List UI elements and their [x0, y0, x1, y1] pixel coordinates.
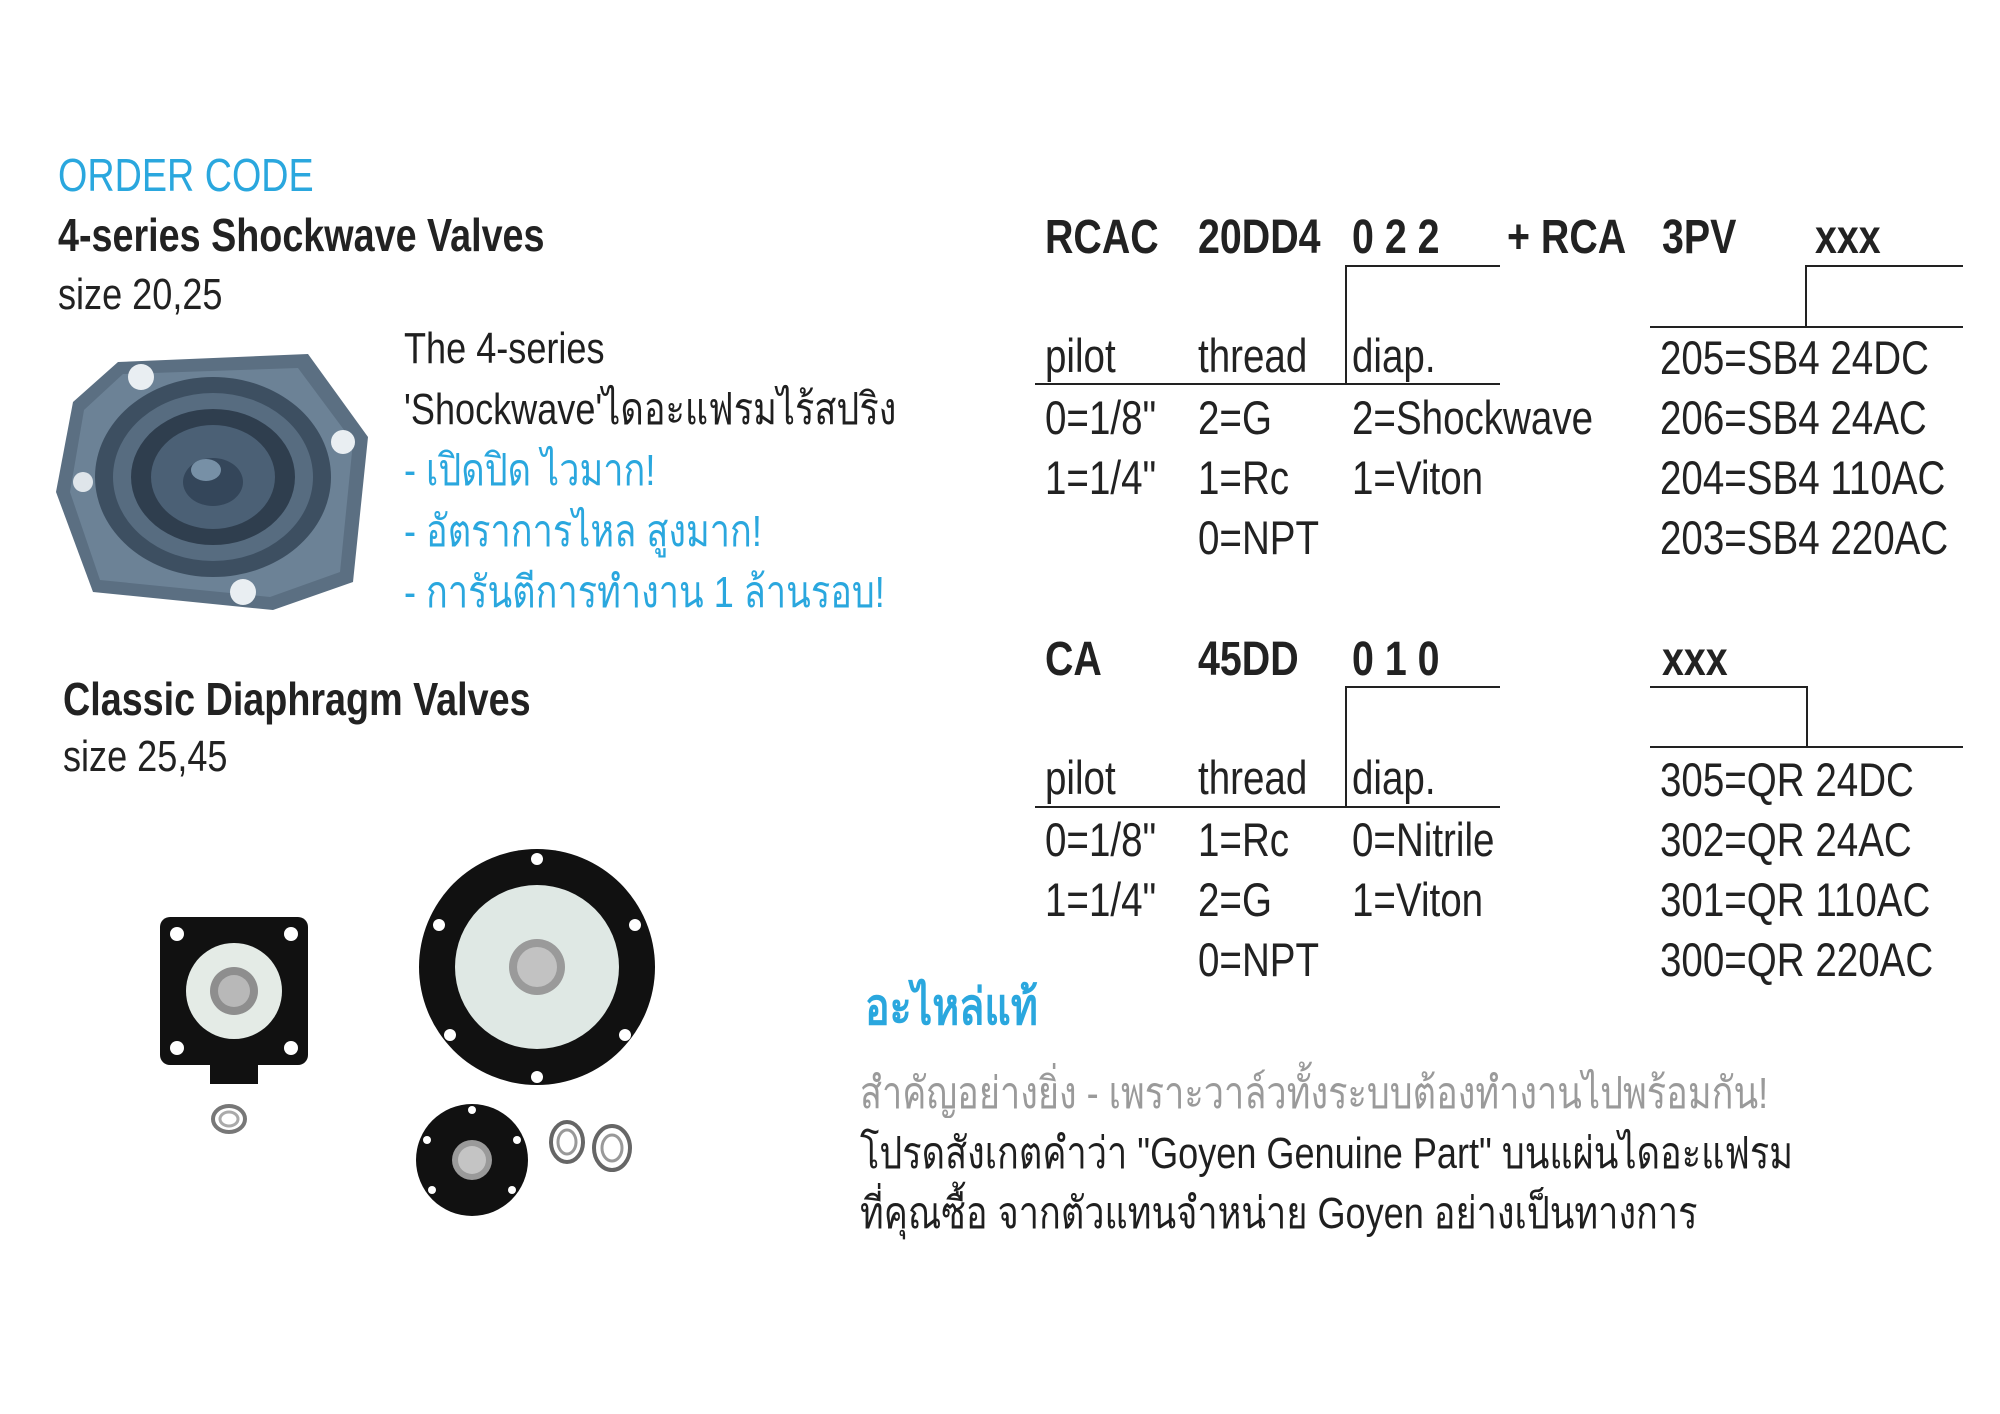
- code2-diap-top-line: [1345, 686, 1500, 688]
- code1-diap-0: 2=Shockwave: [1352, 391, 1594, 444]
- code1-coil-3: 203=SB4 220AC: [1660, 511, 1949, 564]
- code1-coil-0: 205=SB4 24DC: [1660, 331, 1929, 384]
- code1-part-coil: xxx: [1815, 211, 1881, 264]
- genuine-note-line-1: สำคัญอย่างยิ่ง - เพราะวาล์วทั้งระบบต้องทำงานไปพร้อมกัน!: [860, 1069, 1769, 1118]
- shockwave-diaphragm-image: [48, 342, 378, 617]
- code2-diap-0: 0=Nitrile: [1352, 813, 1495, 866]
- code1-part-size: 20DD4: [1198, 211, 1321, 264]
- description-bullet-3: - การันตีการทำงาน 1 ล้านรอบ!: [404, 568, 885, 617]
- code2-coil-top-line: [1650, 686, 1808, 688]
- classic-title: Classic Diaphragm Valves: [63, 673, 531, 725]
- code1-header-pilot: pilot: [1045, 329, 1116, 382]
- code1-part-model: RCAC: [1045, 211, 1159, 264]
- classic-diaphragm-small-image: [155, 912, 315, 1147]
- code1-part-pilot: 3PV: [1662, 211, 1737, 264]
- series4-title: 4-series Shockwave Valves: [58, 209, 545, 261]
- code2-header-line: [1035, 806, 1500, 808]
- classic-diaphragm-large-image: [415, 845, 660, 1090]
- code1-coil-line: [1650, 326, 1963, 328]
- code2-pilot-0: 0=1/8": [1045, 813, 1157, 866]
- classic-diaphragm-small-round-image: [412, 1100, 652, 1220]
- description-bullet-2: - อัตราการไหล สูงมาก!: [404, 507, 762, 556]
- code2-part-options: 0 1 0: [1352, 633, 1440, 686]
- code1-coil-1: 206=SB4 24AC: [1660, 391, 1927, 444]
- description-bullet-1: - เปิดปิด ไวมาก!: [404, 446, 656, 495]
- code1-diap-divider: [1345, 265, 1347, 383]
- code2-thread-1: 2=G: [1198, 873, 1272, 926]
- description-line-2: 'Shockwave'ไดอะแฟรมไร้สปริง: [404, 385, 897, 434]
- code1-diap-1: 1=Viton: [1352, 451, 1484, 504]
- code2-header-diap: diap.: [1352, 751, 1436, 804]
- code2-diap-1: 1=Viton: [1352, 873, 1484, 926]
- code2-thread-0: 1=Rc: [1198, 813, 1290, 866]
- code2-coil-line: [1650, 746, 1963, 748]
- code1-coil-divider: [1805, 265, 1807, 327]
- code2-pilot-1: 1=1/4": [1045, 873, 1157, 926]
- code1-thread-2: 0=NPT: [1198, 511, 1320, 564]
- code2-coil-divider: [1806, 686, 1808, 748]
- code2-header-pilot: pilot: [1045, 751, 1116, 804]
- code1-diap-top-line: [1345, 265, 1500, 267]
- code2-part-model: CA: [1045, 633, 1102, 686]
- code1-pilot-1: 1=1/4": [1045, 451, 1157, 504]
- series4-size: size 20,25: [58, 270, 223, 319]
- genuine-note-line-2: โปรดสังเกตคำว่า "Goyen Genuine Part" บนแผ่นไดอะแฟรม: [860, 1129, 1794, 1178]
- code1-header-thread: thread: [1198, 329, 1308, 382]
- code2-header-thread: thread: [1198, 751, 1308, 804]
- code1-thread-1: 1=Rc: [1198, 451, 1290, 504]
- code2-part-coil: xxx: [1662, 633, 1728, 686]
- code2-part-size: 45DD: [1198, 633, 1299, 686]
- code1-coil-top-line: [1805, 265, 1963, 267]
- code2-diap-divider: [1345, 686, 1347, 806]
- code1-pilot-0: 0=1/8": [1045, 391, 1157, 444]
- code1-header-line: [1035, 383, 1500, 385]
- code1-header-diap: diap.: [1352, 329, 1436, 382]
- order-code-title: ORDER CODE: [58, 149, 314, 201]
- genuine-part-heading: อะไหล่แท้: [865, 979, 1038, 1035]
- code2-thread-2: 0=NPT: [1198, 933, 1320, 986]
- code1-part-plus-rca: + RCA: [1507, 211, 1627, 264]
- code1-part-options: 0 2 2: [1352, 211, 1440, 264]
- code1-thread-0: 2=G: [1198, 391, 1272, 444]
- classic-size: size 25,45: [63, 732, 228, 781]
- code2-coil-3: 300=QR 220AC: [1660, 933, 1934, 986]
- code2-coil-2: 301=QR 110AC: [1660, 873, 1931, 926]
- series4-description: [404, 318, 1004, 623]
- code2-coil-0: 305=QR 24DC: [1660, 753, 1914, 806]
- genuine-note-line-3: ที่คุณซื้อ จากตัวแทนจำหน่าย Goyen อย่างเป็นทางการ: [860, 1189, 1698, 1238]
- code1-coil-2: 204=SB4 110AC: [1660, 451, 1946, 504]
- code2-coil-1: 302=QR 24AC: [1660, 813, 1912, 866]
- description-line-1: The 4-series: [404, 324, 605, 373]
